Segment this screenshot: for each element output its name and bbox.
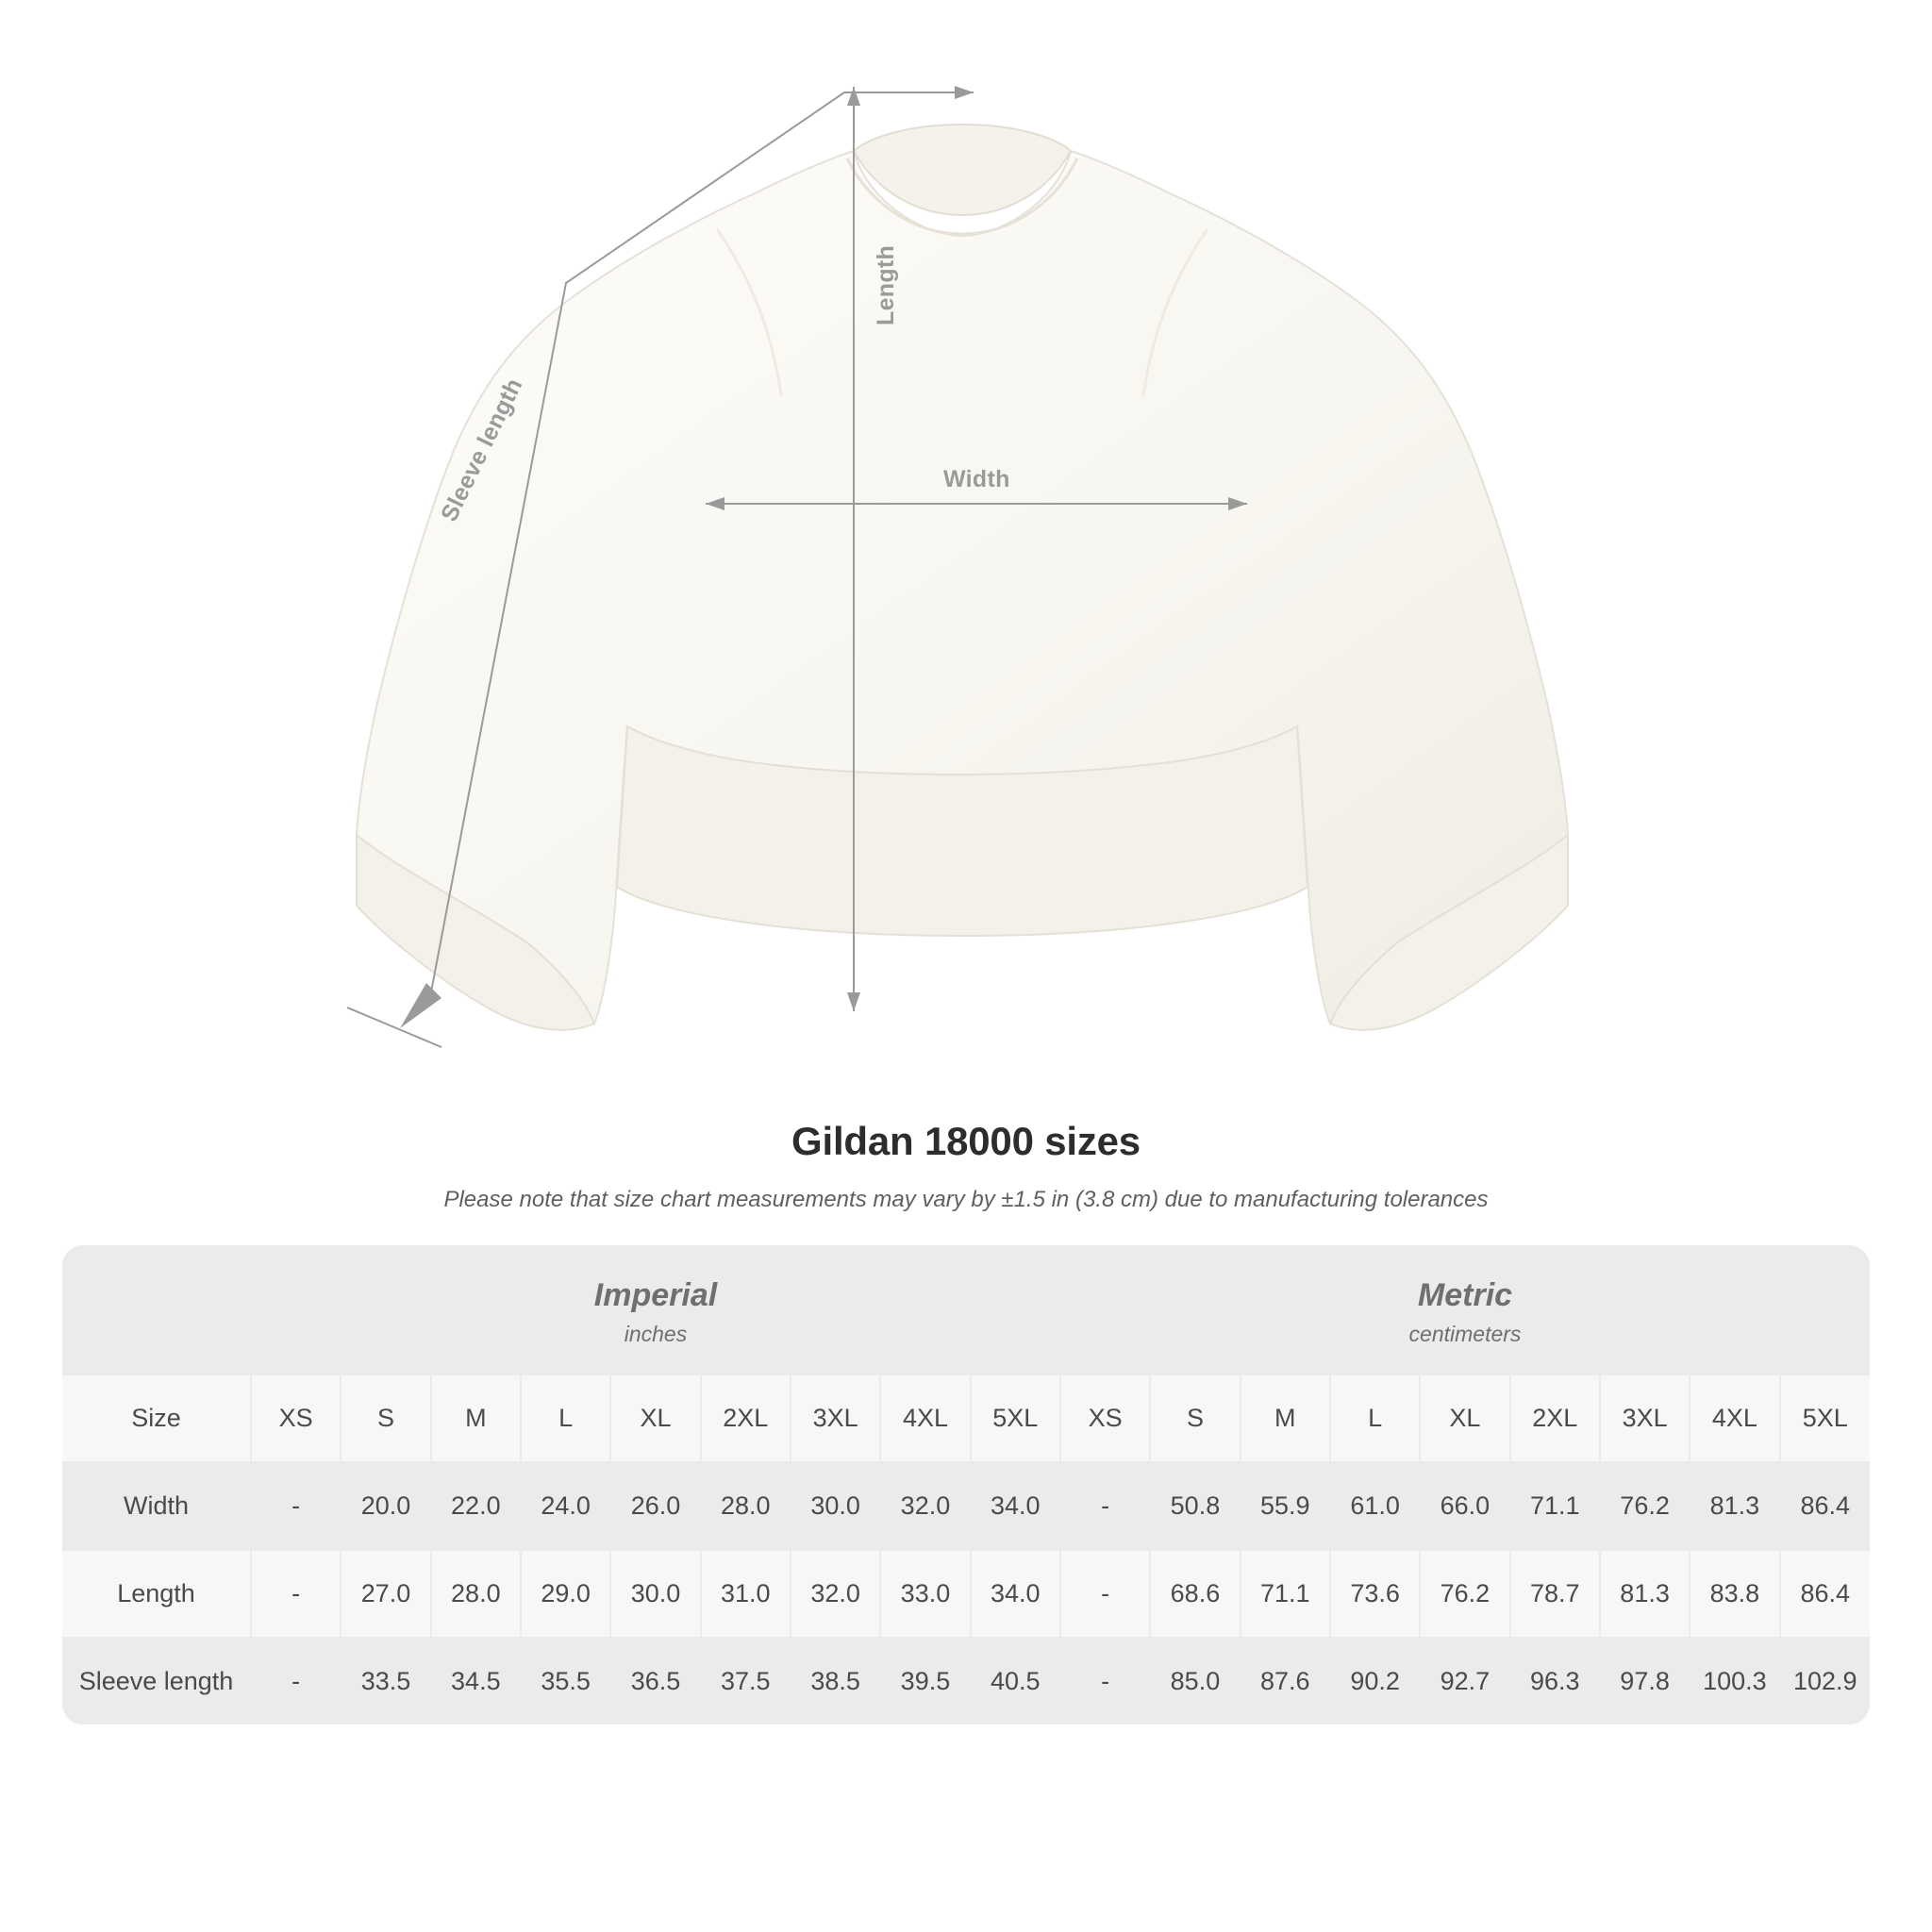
length-imperial-m: 28.0 xyxy=(431,1550,521,1638)
width-imperial-l: 24.0 xyxy=(521,1462,610,1550)
size-header-metric-4xl: 4XL xyxy=(1690,1375,1779,1462)
size-header-imperial-xl: XL xyxy=(610,1375,700,1462)
sleeve-length-dimension-label: Sleeve length xyxy=(436,374,528,526)
sleeve-metric-4xl: 100.3 xyxy=(1690,1638,1779,1724)
width-imperial-4xl: 32.0 xyxy=(880,1462,970,1550)
width-metric-3xl: 76.2 xyxy=(1600,1462,1690,1550)
size-header-cell: Size xyxy=(62,1375,251,1462)
sleeve-imperial-5xl: 40.5 xyxy=(971,1638,1060,1724)
sleeve-imperial-s: 33.5 xyxy=(341,1638,430,1724)
metric-unit-group xyxy=(1060,1245,1870,1375)
length-metric-m: 71.1 xyxy=(1241,1550,1330,1638)
sleeve-metric-l: 90.2 xyxy=(1330,1638,1420,1724)
length-metric-xl: 76.2 xyxy=(1420,1550,1509,1638)
title-block xyxy=(0,1119,1932,1213)
size-header-imperial-2xl: 2XL xyxy=(701,1375,791,1462)
length-imperial-2xl: 31.0 xyxy=(701,1550,791,1638)
sleeve-metric-xs: - xyxy=(1060,1638,1150,1724)
size-header-imperial-xs: XS xyxy=(251,1375,341,1462)
sleeve-imperial-l: 35.5 xyxy=(521,1638,610,1724)
width-imperial-3xl: 30.0 xyxy=(791,1462,880,1550)
metric-unit-sub: centimeters xyxy=(1408,1322,1522,1346)
length-imperial-4xl: 33.0 xyxy=(880,1550,970,1638)
size-header-metric-2xl: 2XL xyxy=(1510,1375,1600,1462)
table-row-sleeve-length xyxy=(62,1638,1870,1724)
size-chart-table-wrapper xyxy=(62,1245,1870,1724)
width-metric-l: 61.0 xyxy=(1330,1462,1420,1550)
length-imperial-l: 29.0 xyxy=(521,1550,610,1638)
width-imperial-s: 20.0 xyxy=(341,1462,430,1550)
page-title: Gildan 18000 sizes xyxy=(791,1119,1141,1163)
size-header-metric-s: S xyxy=(1150,1375,1240,1462)
imperial-unit-group xyxy=(251,1245,1060,1375)
width-imperial-5xl: 34.0 xyxy=(971,1462,1060,1550)
width-metric-xs: - xyxy=(1060,1462,1150,1550)
width-metric-xl: 66.0 xyxy=(1420,1462,1509,1550)
size-header-metric-m: M xyxy=(1241,1375,1330,1462)
sleeve-metric-2xl: 96.3 xyxy=(1510,1638,1600,1724)
metric-label: Metric xyxy=(1417,1277,1513,1313)
sleeve-imperial-3xl: 38.5 xyxy=(791,1638,880,1724)
unit-header-row xyxy=(62,1245,1870,1375)
row-label-length: Length xyxy=(62,1550,251,1638)
size-header-metric-l: L xyxy=(1330,1375,1420,1462)
size-header-imperial-5xl: 5XL xyxy=(971,1375,1060,1462)
size-header-imperial-m: M xyxy=(431,1375,521,1462)
length-imperial-xs: - xyxy=(251,1550,341,1638)
width-metric-4xl: 81.3 xyxy=(1690,1462,1779,1550)
sleeve-imperial-m: 34.5 xyxy=(431,1638,521,1724)
sleeve-imperial-xl: 36.5 xyxy=(610,1638,700,1724)
sweatshirt-body-shape xyxy=(357,125,1568,1030)
row-label-width: Width xyxy=(62,1462,251,1550)
size-header-imperial-l: L xyxy=(521,1375,610,1462)
size-header-imperial-3xl: 3XL xyxy=(791,1375,880,1462)
length-metric-4xl: 83.8 xyxy=(1690,1550,1779,1638)
size-chart-table xyxy=(62,1245,1870,1724)
length-imperial-3xl: 32.0 xyxy=(791,1550,880,1638)
width-imperial-2xl: 28.0 xyxy=(701,1462,791,1550)
sleeve-imperial-2xl: 37.5 xyxy=(701,1638,791,1724)
sleeve-metric-m: 87.6 xyxy=(1241,1638,1330,1724)
length-metric-2xl: 78.7 xyxy=(1510,1550,1600,1638)
size-header-row xyxy=(62,1375,1870,1462)
width-imperial-xs: - xyxy=(251,1462,341,1550)
length-metric-xs: - xyxy=(1060,1550,1150,1638)
width-imperial-m: 22.0 xyxy=(431,1462,521,1550)
width-metric-5xl: 86.4 xyxy=(1780,1462,1870,1550)
sleeve-metric-s: 85.0 xyxy=(1150,1638,1240,1724)
size-header-imperial-4xl: 4XL xyxy=(880,1375,970,1462)
size-header-imperial-s: S xyxy=(341,1375,430,1462)
sleeve-metric-xl: 92.7 xyxy=(1420,1638,1509,1724)
imperial-unit-sub: inches xyxy=(624,1322,688,1346)
sleeve-metric-3xl: 97.8 xyxy=(1600,1638,1690,1724)
length-imperial-s: 27.0 xyxy=(341,1550,430,1638)
table-row-width xyxy=(62,1462,1870,1550)
sleeve-imperial-4xl: 39.5 xyxy=(880,1638,970,1724)
imperial-label: Imperial xyxy=(593,1277,718,1313)
length-metric-5xl: 86.4 xyxy=(1780,1550,1870,1638)
length-imperial-5xl: 34.0 xyxy=(971,1550,1060,1638)
length-imperial-xl: 30.0 xyxy=(610,1550,700,1638)
width-metric-2xl: 71.1 xyxy=(1510,1462,1600,1550)
unit-row-spacer xyxy=(62,1245,251,1375)
size-header-metric-3xl: 3XL xyxy=(1600,1375,1690,1462)
sleeve-metric-5xl: 102.9 xyxy=(1780,1638,1870,1724)
width-metric-m: 55.9 xyxy=(1241,1462,1330,1550)
size-header-metric-5xl: 5XL xyxy=(1780,1375,1870,1462)
tolerance-note: Please note that size chart measurements may vary by ±1.5 in (3.8 cm) due to manufacturing tolerances xyxy=(443,1187,1489,1212)
width-metric-s: 50.8 xyxy=(1150,1462,1240,1550)
row-label-sleeve-length: Sleeve length xyxy=(62,1638,251,1724)
length-metric-s: 68.6 xyxy=(1150,1550,1240,1638)
length-metric-3xl: 81.3 xyxy=(1600,1550,1690,1638)
size-header-metric-xl: XL xyxy=(1420,1375,1509,1462)
sleeve-imperial-xs: - xyxy=(251,1638,341,1724)
length-dimension-label: Length xyxy=(873,244,899,325)
size-header-metric-xs: XS xyxy=(1060,1375,1150,1462)
width-dimension-label: Width xyxy=(943,466,1010,492)
width-imperial-xl: 26.0 xyxy=(610,1462,700,1550)
table-row-length xyxy=(62,1550,1870,1638)
length-metric-l: 73.6 xyxy=(1330,1550,1420,1638)
